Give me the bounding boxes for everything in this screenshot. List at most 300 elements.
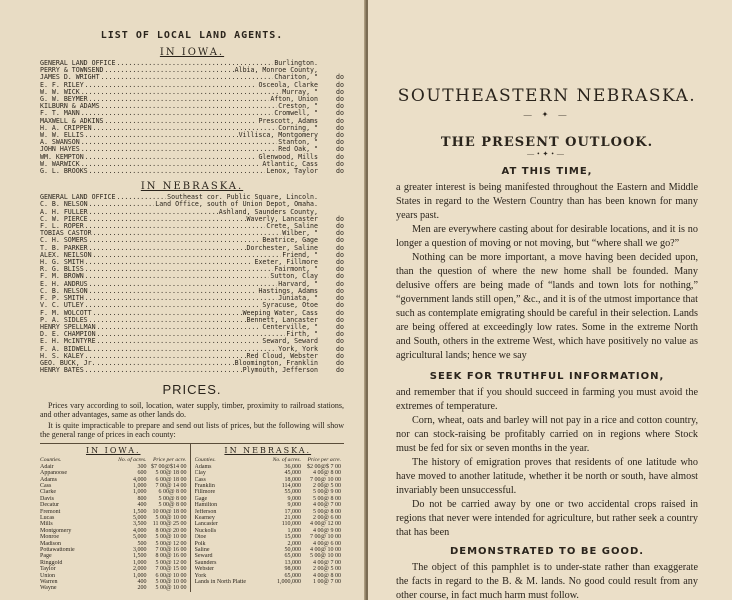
ditto-mark: do <box>336 159 344 168</box>
section-seek-information: SEEK FOR TRUTHFUL INFORMATION, <box>429 371 665 382</box>
price-range: 5 00@ 8 00 <box>158 502 187 509</box>
agent-place: Hastings, Adams <box>258 286 318 295</box>
ditto-mark: do <box>336 152 344 161</box>
price-range: 11 00@ 25 00 <box>152 521 187 528</box>
agent-name: KILBURN & ADAMS <box>40 102 100 111</box>
leader-dots <box>85 367 242 374</box>
price-range: 4 00@ 8 00 <box>312 572 341 579</box>
acres-value: 65,000 <box>284 572 301 579</box>
leader-dots <box>85 273 270 280</box>
prices-text-2: It is quite impracticable to prepare and send out lists of prices, but the following will show the general range of prices in each county: <box>40 421 344 440</box>
ditto-mark: do <box>336 265 344 274</box>
agent-name: T. B. PARKER <box>40 243 88 252</box>
agent-name: F. M. BROWN <box>40 272 84 281</box>
price-range: 8 00@ 16 00 <box>155 553 187 560</box>
leader-dots <box>85 223 266 230</box>
acres-value: 3,000 <box>133 547 147 554</box>
col-price: Price per acre. <box>153 457 187 464</box>
agent-name: C. B. NELSON <box>40 200 88 209</box>
acres-value: 1,000 <box>133 482 147 489</box>
agent-place: Firth, " <box>286 330 318 339</box>
agent-name: W. W. WICK <box>40 87 80 96</box>
county-name: Ringgold <box>40 559 63 566</box>
agent-name: F. L. ROPER <box>40 222 84 231</box>
agent-place: Fairmont, " <box>274 265 318 274</box>
leader-dots <box>101 103 278 110</box>
agent-name: C. B. NELSON <box>40 286 88 295</box>
agent-place: Harvard, " <box>278 279 318 288</box>
paragraph-2: Men are everywhere casting about for desirable locations, and it is no longer a question of moving or not moving, but “where shall we go?” <box>396 224 698 249</box>
ditto-mark <box>318 194 344 201</box>
agent-place: Sutton, Clay <box>270 272 318 281</box>
county-name: Taylor <box>40 566 56 573</box>
ditto-mark: do <box>336 87 344 96</box>
price-range: 8 00@ 20 00 <box>155 527 187 534</box>
county-name: Mills <box>40 521 53 528</box>
agent-place: Red Oak, " <box>278 145 318 154</box>
county-name: Webster <box>194 566 215 573</box>
agent-place: Dorchester, Saline <box>246 243 318 252</box>
price-range: 5 00@ 18 00 <box>155 470 187 477</box>
agent-name: H. A. CRIPPEN <box>40 123 92 132</box>
acres-value: 9,000 <box>287 495 301 502</box>
leader-dots <box>89 317 246 324</box>
price-range: 5 00@ 10 00 <box>155 514 187 521</box>
price-table <box>40 443 344 592</box>
agents-heading: LIST OF LOCAL LAND AGENTS. <box>100 30 284 41</box>
county-name: Cass <box>194 476 206 483</box>
acres-value: 1,500 <box>133 553 147 560</box>
acres-value: 5,000 <box>133 514 147 521</box>
iowa-table-heading: IN IOWA. <box>85 446 141 456</box>
price-range: $7 00@$14 00 <box>150 463 187 470</box>
acres-value: 300 <box>137 463 147 470</box>
agent-name: HENRY SPELLMAN <box>40 322 96 331</box>
agent-place: Lenox, Taylor <box>266 167 318 176</box>
ditto-mark: do <box>336 279 344 288</box>
ditto-mark: do <box>336 73 344 82</box>
agent-name: HENRY BATES <box>40 366 84 375</box>
agent-name: W. W. ELLIS <box>40 131 84 140</box>
price-range: 2 00@ 5 00 <box>312 566 341 573</box>
ditto-mark: do <box>336 116 344 125</box>
county-name: Adams <box>40 476 57 483</box>
acres-value: 200 <box>137 585 147 592</box>
acres-value: 9,000 <box>287 502 301 509</box>
price-range: 7 00@ 10 00 <box>309 534 341 541</box>
acres-value: 5,000 <box>133 534 147 541</box>
section-demonstrated: DEMONSTRATED TO BE GOOD. <box>449 546 645 557</box>
county-name: Lancaster <box>194 521 218 528</box>
paragraph-7: Do not be carried away by one or two accidental crops raised in regions that never were intended for agriculture, but rather seek a country that has been <box>396 499 698 538</box>
agent-place: Exeter, Fillmore <box>254 258 318 267</box>
price-range: 1 00@ 7 00 <box>312 579 341 586</box>
agent-name: F. T. MANN <box>40 109 80 118</box>
acres-value: 400 <box>137 502 147 509</box>
agent-place: Cromwell, " <box>274 109 318 118</box>
ditto-mark: do <box>336 109 344 118</box>
ditto-mark: do <box>336 243 344 252</box>
leader-dots <box>97 324 262 331</box>
county-name: Kearney <box>194 514 215 521</box>
ditto-mark: do <box>336 138 344 147</box>
acres-value: 1,000,000 <box>277 579 301 586</box>
price-range: 4 00@ 12 00 <box>309 521 341 528</box>
prices-heading: PRICES. <box>162 382 222 398</box>
county-name: Montgomery <box>40 527 72 534</box>
agent-place: Osceola, Clarke <box>258 80 318 89</box>
ditto-mark: do <box>336 80 344 89</box>
agent-place: Friend, " <box>282 250 318 259</box>
leader-dots <box>85 259 254 266</box>
nebraska-price-rows <box>195 464 342 586</box>
acres-value: 45,000 <box>284 470 301 477</box>
acres-value: 1,000 <box>133 572 147 579</box>
agent-place: Creston, " <box>278 102 318 111</box>
acres-value: 1,000 <box>287 527 301 534</box>
leader-dots <box>97 331 286 338</box>
ditto-mark: do <box>336 351 344 360</box>
price-range: 2 00@ 5 00 <box>312 482 341 489</box>
agent-place: Wilber, " <box>282 229 318 238</box>
agent-name: H. G. SMITH <box>40 258 84 267</box>
agent-name: GENERAL LAND OFFICE <box>40 59 116 67</box>
price-range: 7 00@ 15 00 <box>155 566 187 573</box>
agent-name: F. M. WOLCOTT <box>40 308 92 317</box>
agent-name: F. A. BIDWELL <box>40 344 92 353</box>
leader-dots <box>85 302 262 309</box>
leader-dots <box>81 161 262 168</box>
agent-name: TOBIAS CASTOR <box>40 229 92 238</box>
col-counties: Counties. <box>194 457 216 464</box>
county-name: Appanoose <box>40 470 67 477</box>
agent-place: Chariton, " <box>274 73 318 82</box>
county-name: Pottawattomie <box>40 547 75 554</box>
price-range: 5 00@ 10 00 <box>155 579 187 586</box>
agent-name: E. F. RILEY <box>40 80 84 89</box>
county-name: Seward <box>194 553 213 560</box>
ditto-mark: do <box>336 229 344 238</box>
acres-value: 18,000 <box>284 476 301 483</box>
agent-place: Crete, Saline <box>266 222 318 231</box>
iowa-price-column <box>40 444 190 592</box>
price-range: 5 00@ 12 00 <box>155 540 187 547</box>
acres-value: 800 <box>137 495 147 502</box>
agent-name: W. WARWICK <box>40 159 80 168</box>
ditto-mark: do <box>336 294 344 303</box>
ditto-mark <box>318 60 344 67</box>
agent-place: Ashland, Saunders County, <box>218 207 318 216</box>
acres-value: 400 <box>137 579 147 586</box>
iowa-agent-list <box>40 60 344 175</box>
ditto-mark: do <box>336 358 344 367</box>
leader-dots <box>89 96 270 103</box>
agent-name: JAMES D. WRIGHT <box>40 73 100 82</box>
ditto-mark: do <box>336 315 344 324</box>
leader-dots <box>89 288 258 295</box>
prices-text-1: Prices vary according to soil, location, water supply, timber, proximity to railroad stations, and other advantages, same as other lands do. <box>40 401 344 420</box>
county-name: Madison <box>40 540 61 547</box>
acres-value: 36,000 <box>284 463 301 470</box>
agent-place: Syracuse, Otoe <box>262 301 318 310</box>
title-ornament: — ✦ — <box>523 110 571 119</box>
agent-name: H. S. KALEY <box>40 351 84 360</box>
subtitle-ornament: —•✦•— <box>527 150 567 158</box>
acres-value: 500 <box>137 540 147 547</box>
leader-dots <box>89 245 246 252</box>
acres-value: 13,000 <box>284 559 301 566</box>
leader-dots <box>97 360 234 367</box>
nebraska-table-heading: IN NEBRASKA. <box>224 446 312 456</box>
price-range: 7 00@ 14 00 <box>155 482 187 489</box>
agent-place: Burlington. <box>274 59 318 67</box>
right-page <box>368 0 732 600</box>
acres-value: 4,000 <box>133 527 147 534</box>
leader-dots <box>85 266 274 273</box>
acres-value: 21,000 <box>284 514 301 521</box>
price-range: 4 00@ 6 00 <box>312 540 341 547</box>
agent-name: ALEX. NEILSON <box>40 250 92 259</box>
agent-place: Corning, " <box>278 123 318 132</box>
ditto-mark: do <box>336 308 344 317</box>
agent-name: WM. KEMPTON <box>40 152 84 161</box>
acres-value: 50,000 <box>284 547 301 554</box>
paragraph-8: The object of this pamphlet is to under-state rather than exaggerate the facts in regard to the B. & M. lands. No good could result from any other course, in fact much harm must follow. <box>396 562 698 600</box>
county-name: Wayne <box>40 585 57 592</box>
price-range: 2 00@ 6 00 <box>312 514 341 521</box>
ditto-mark: do <box>336 123 344 132</box>
county-name: Franklin <box>194 482 215 489</box>
agent-place: Plymouth, Jefferson <box>242 366 318 375</box>
ditto-mark: do <box>336 337 344 346</box>
agent-place: Murray, " <box>282 87 318 96</box>
leader-dots <box>101 74 274 81</box>
county-name: Page <box>40 553 52 560</box>
leader-dots <box>85 353 246 360</box>
ditto-mark: do <box>336 330 344 339</box>
price-range: 4 00@ 9 00 <box>312 527 341 534</box>
acres-value: 15,000 <box>284 534 301 541</box>
ditto-mark: do <box>336 236 344 245</box>
leader-dots <box>93 230 282 237</box>
agent-name: PERRY & TOWNSEND <box>40 66 104 75</box>
agent-place: Red Cloud, Webster <box>246 351 318 360</box>
agent-place: Bloomington, Franklin <box>234 358 318 367</box>
price-row <box>40 585 187 591</box>
ditto-mark: do <box>336 214 344 223</box>
agent-place: Stanton, " <box>278 138 318 147</box>
price-range: 5 00@ 8 00 <box>158 495 187 502</box>
agent-place: Atlantic, Cass <box>262 159 318 168</box>
agent-name: E. H. McINTYRE <box>40 337 96 346</box>
leader-dots <box>105 67 234 74</box>
price-range: 5 00@ 8 00 <box>312 495 341 502</box>
county-name: Saline <box>194 547 210 554</box>
col-acres: No. of acres. <box>118 457 147 464</box>
leader-dots <box>81 146 278 153</box>
nebraska-price-column <box>190 444 345 592</box>
county-name: Jefferson <box>194 508 217 515</box>
nebraska-heading: IN NEBRASKA. <box>140 181 244 193</box>
acres-value: 17,000 <box>284 508 301 515</box>
price-range: 4 00@ 8 00 <box>312 470 341 477</box>
agent-name: R. G. BLISS <box>40 265 84 274</box>
agent-name: A. H. FULLER <box>40 207 88 216</box>
ditto-mark: do <box>336 102 344 111</box>
acres-value: 1,000 <box>133 489 147 496</box>
col-counties: Counties. <box>40 457 62 464</box>
county-name: Warren <box>40 579 58 586</box>
price-range: 6 00@ 8 00 <box>158 489 187 496</box>
price-range: 5 00@ 10 00 <box>155 534 187 541</box>
leader-dots <box>89 168 266 175</box>
county-name: Cass <box>40 482 52 489</box>
price-range: 4 00@ 10 00 <box>309 547 341 554</box>
agent-place: Prescott, Adams <box>258 116 318 125</box>
acres-value: 1,500 <box>133 508 147 515</box>
price-range: 5 00@ 12 00 <box>155 559 187 566</box>
paragraph-1: a greater interest is being manifested throughout the Eastern and Middle States in regard to the Western Country than has been known for many years past. <box>396 182 698 221</box>
county-name: Clarke <box>40 489 56 496</box>
agent-name: C. W. PIERCE <box>40 214 88 223</box>
leader-dots <box>81 89 282 96</box>
agent-name: C. H. SOMERS <box>40 236 88 245</box>
agent-place: York, York <box>278 344 318 353</box>
leader-dots <box>89 237 262 244</box>
county-name: Lands in North Platte <box>194 579 246 586</box>
agent-place: Bennett, Lancaster <box>246 315 318 324</box>
agent-name: GEO. BUCK, Jr. <box>40 358 96 367</box>
paragraph-5: Corn, wheat, oats and barley will not pay in a rice and cotton country, nor can stock-raising be profitably carried on in regions where Stock must be fed for six or seven months in the year. <box>396 415 698 454</box>
county-name: Davis <box>40 495 54 502</box>
acres-value: 1,000 <box>133 559 147 566</box>
paragraph-4: and remember that if you should succeed in farming you must avoid the extremes of temperature. <box>396 387 698 412</box>
agent-name: E. H. ANDRUS <box>40 279 88 288</box>
section-at-this-time: AT THIS TIME, <box>501 166 593 177</box>
ditto-mark: do <box>336 258 344 267</box>
county-name: Clay <box>194 470 206 477</box>
agent-name: G. L. BROOKS <box>40 167 88 176</box>
price-range: 7 00@ 16 00 <box>155 547 187 554</box>
price-range: 7 00@ 10 00 <box>309 476 341 483</box>
paragraph-6: The history of emigration proves that residents of one latitude who have moved to another latitude, whether it be north or south, have almost invariably been unsuccessful. <box>396 457 698 496</box>
agent-place: Waverly, Lancaster <box>246 214 318 223</box>
agent-name: GENERAL LAND OFFICE <box>40 193 116 202</box>
price-range: 5 00@ 9 00 <box>312 489 341 496</box>
county-name: Hamilton <box>194 502 218 509</box>
price-range: 5 00@ 8 00 <box>312 508 341 515</box>
leader-dots <box>85 82 258 89</box>
county-name: York <box>194 572 207 579</box>
acres-value: 114,000 <box>281 482 301 489</box>
price-range: $2 00@$ 7 00 <box>306 463 341 470</box>
acres-value: 4,000 <box>133 476 147 483</box>
subtitle: THE PRESENT OUTLOOK. <box>440 135 654 150</box>
county-name: Fremont <box>40 508 61 515</box>
county-name: Otoe <box>194 534 207 541</box>
county-name: Lucas <box>40 514 55 521</box>
ditto-mark: do <box>336 250 344 259</box>
leader-dots <box>97 338 262 345</box>
leader-dots <box>85 154 258 161</box>
price-range: 4 00@ 7 00 <box>312 502 341 509</box>
col-price: Price per acre. <box>307 457 341 464</box>
ditto-mark: do <box>336 301 344 310</box>
agent-place: Albia, Monroe County, <box>234 66 318 75</box>
price-range: 6 00@ 10 00 <box>155 572 187 579</box>
county-name: Adair <box>40 463 54 470</box>
acres-value: 2,000 <box>287 540 301 547</box>
agent-place: Centerville, " <box>262 322 318 331</box>
agent-name: G. W. BEYMER <box>40 95 88 104</box>
agent-place: Land Office, south of Union Depot, Omaha. <box>155 200 318 209</box>
agent-name: D. E. CHAMPION <box>40 330 96 339</box>
agent-place: Juniata, " <box>278 294 318 303</box>
agent-name: P. A. SIDLES <box>40 315 88 324</box>
price-range: 10 00@ 18 00 <box>152 508 187 515</box>
ditto-mark <box>318 201 344 208</box>
acres-value: 600 <box>137 470 147 477</box>
agent-place: Glenwood, Mills <box>258 152 318 161</box>
agent-place: Beatrice, Gage <box>262 236 318 245</box>
county-name: Polk <box>194 540 206 547</box>
acres-value: 55,000 <box>284 489 301 496</box>
ditto-mark: do <box>336 222 344 231</box>
price-range: 5 00@ 10 00 <box>155 585 187 592</box>
leader-dots <box>81 139 278 146</box>
acres-value: 110,000 <box>281 521 301 528</box>
price-range: 6 00@ 18 00 <box>155 476 187 483</box>
ditto-mark: do <box>336 344 344 353</box>
leader-dots <box>89 281 278 288</box>
price-row <box>195 579 342 585</box>
paragraph-3: Nothing can be more important, a move having been decided upon, than the question of where the new home shall be founded. Many delusive offers are being made of “lands and town lots for nothing,” “government lands still open,” &c., and it is of the utmost importance that such as contemplate emigrating should be careful in their selection. Lands are being offered at exceedingly low rates. Some in the extreme North and South, others in the extreme West, which have positively no value as agricultural lands; hence we say <box>396 252 698 361</box>
price-range: 4 00@ 7 00 <box>312 559 341 566</box>
page-title: SOUTHEASTERN NEBRASKA. <box>397 86 697 106</box>
ditto-mark: do <box>336 131 344 140</box>
ditto-mark: do <box>336 145 344 154</box>
agent-row <box>40 367 344 374</box>
county-name: Saunders <box>194 559 217 566</box>
acres-value: 2,000 <box>133 566 147 573</box>
leader-dots <box>105 118 258 125</box>
agent-name: V. C. UTLEY <box>40 301 84 310</box>
county-name: Adams <box>194 463 212 470</box>
iowa-heading: IN IOWA. <box>159 47 225 58</box>
ditto-mark: do <box>336 95 344 104</box>
county-name: Nuckolls <box>194 527 217 534</box>
leader-dots <box>85 295 278 302</box>
leader-dots <box>89 209 218 216</box>
county-name: Union <box>40 572 55 579</box>
col-acres: No. of acres. <box>272 457 301 464</box>
acres-value: 98,000 <box>284 566 301 573</box>
county-name: Gage <box>194 495 208 502</box>
agent-place: Seward, Seward <box>262 337 318 346</box>
agent-name: A. SWANSON <box>40 138 80 147</box>
agent-place: Weeping Water, Cass <box>242 308 318 317</box>
price-range: 5 00@ 10 00 <box>309 553 341 560</box>
iowa-price-rows <box>40 464 187 592</box>
county-name: Monroe <box>40 534 59 541</box>
county-name: Fillmore <box>194 489 216 496</box>
acres-value: 3,500 <box>133 521 147 528</box>
leader-dots <box>85 132 238 139</box>
agent-name: MAXWELL & ADKINS <box>40 116 104 125</box>
county-name: Decatur <box>40 502 59 509</box>
agent-name: JOHN HAYES <box>40 145 80 154</box>
leader-dots <box>93 310 242 317</box>
